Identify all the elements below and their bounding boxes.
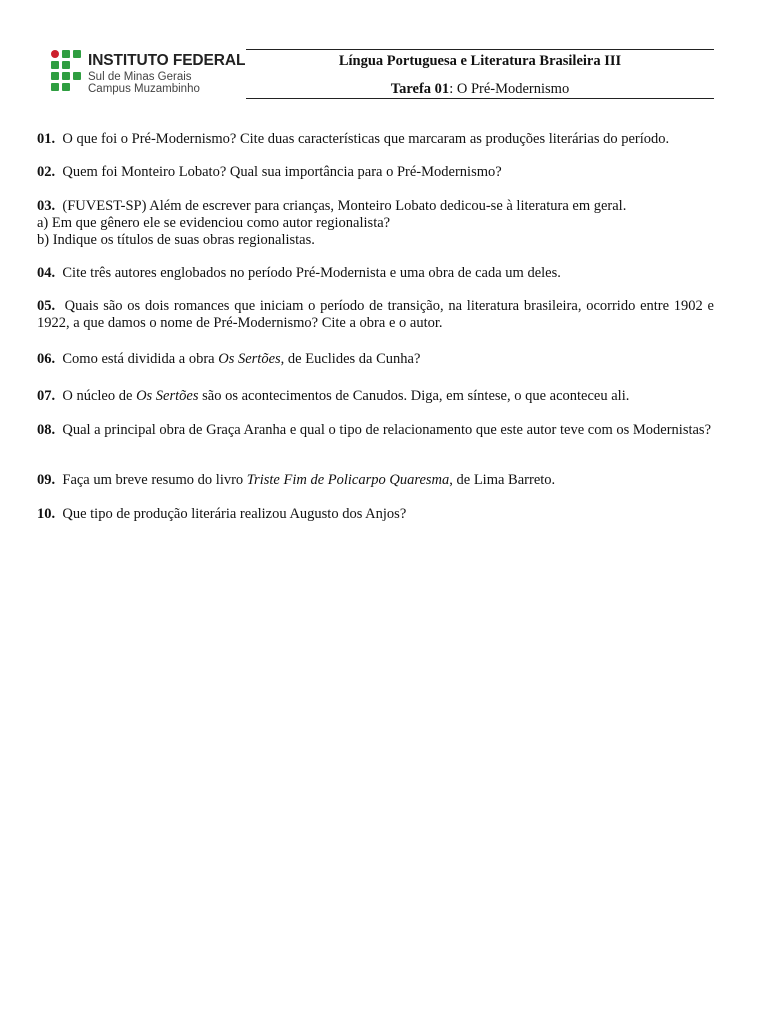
question-text-after: , de Lima Barreto. (449, 472, 556, 488)
question-number: 08. (37, 422, 56, 438)
question-number: 01. (37, 131, 56, 147)
question-number: 04. (37, 265, 56, 281)
question-text: O que foi o Pré-Modernismo? Cite duas características que marcaram as produções literárias do período. (62, 131, 670, 147)
question-text-after: são os acontecimentos de Canudos. Diga, em síntese, o que aconteceu ali. (198, 388, 630, 404)
course-title: Língua Portuguesa e Literatura Brasileira III (338, 53, 622, 69)
question-text: Quais são os dois romances que iniciam o período de transição, na literatura brasileira, ocorrido entre 1902 e 1922, a que damos o nome de Pré-Modernismo? Cite a obra e o autor. (37, 298, 714, 331)
question-text: (FUVEST-SP) Além de escrever para crianças, Monteiro Lobato dedicou-se à literatura em geral. (62, 198, 627, 214)
question-06 (37, 351, 714, 368)
question-text: Que tipo de produção literária realizou Augusto dos Anjos? (62, 506, 407, 522)
task-label: Tarefa 01 (390, 81, 450, 97)
task-title (246, 81, 714, 98)
question-05 (37, 298, 714, 332)
question-02 (37, 164, 714, 181)
header-top-rule (246, 49, 714, 50)
work-title: Os Sertões (136, 388, 199, 404)
question-text-before: Como está dividida a obra (62, 351, 219, 367)
question-number: 07. (37, 388, 56, 404)
question-number: 09. (37, 472, 56, 488)
question-text-after: , de Euclides da Cunha? (280, 351, 421, 367)
campus-line-1: Sul de Minas Gerais (88, 71, 192, 83)
question-number: 02. (37, 164, 56, 180)
question-03 (37, 198, 714, 249)
question-07 (37, 388, 714, 405)
question-number: 06. (37, 351, 56, 367)
institution-logo (51, 49, 246, 99)
question-text-before: O núcleo de (62, 388, 137, 404)
question-08 (37, 422, 714, 439)
question-item-a: a) Em que gênero ele se evidenciou como autor regionalista? (37, 215, 391, 231)
question-04 (37, 265, 714, 282)
institution-name: INSTITUTO FEDERAL (88, 52, 246, 69)
task-name: : O Pré-Modernismo (449, 81, 570, 97)
work-title: Os Sertões (218, 351, 281, 367)
book-title: Triste Fim de Policarpo Quaresma (246, 472, 450, 488)
header-bottom-rule (246, 98, 714, 99)
question-item-b: b) Indique os títulos de suas obras regionalistas. (37, 232, 315, 248)
question-text: Qual a principal obra de Graça Aranha e qual o tipo de relacionamento que este autor teve com os Modernistas? (62, 422, 712, 438)
question-10 (37, 506, 714, 523)
question-09 (37, 472, 714, 489)
campus-line-2: Campus Muzambinho (88, 83, 200, 95)
question-number: 10. (37, 506, 56, 522)
logo-grid-icon (51, 49, 81, 93)
question-01 (37, 131, 714, 148)
question-number: 03. (37, 198, 56, 214)
question-text: Cite três autores englobados no período Pré-Modernista e uma obra de cada um deles. (62, 265, 561, 281)
question-text-before: Faça um breve resumo do livro (62, 472, 247, 488)
question-number: 05. (37, 298, 56, 314)
question-text: Quem foi Monteiro Lobato? Qual sua importância para o Pré-Modernismo? (62, 164, 502, 180)
